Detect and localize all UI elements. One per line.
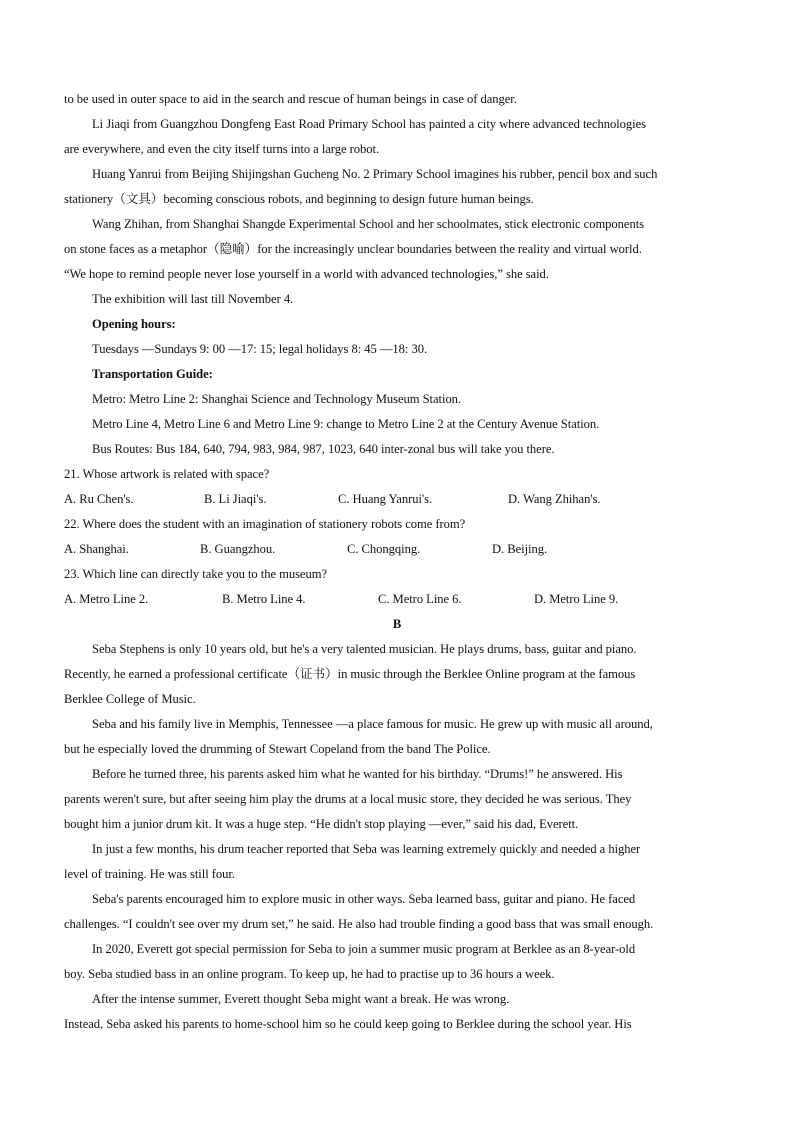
question-stem: 23. Which line can directly take you to the museum? [64, 567, 328, 581]
option-d: D. Metro Line 9. [534, 592, 619, 606]
passage-b-line: level of training. He was still four. [64, 867, 235, 881]
option-b: B. Metro Line 4. [222, 592, 306, 606]
transport-line: Metro: Metro Line 2: Shanghai Science and Technology Museum Station. [92, 392, 462, 406]
passage-b-line: Seba and his family live in Memphis, Tennessee —a place famous for music. He grew up with music all around, [92, 717, 653, 731]
option-a: A. Shanghai. [64, 542, 129, 556]
passage-b-line: Recently, he earned a professional certificate（证书）in music through the Berklee Online program at the famous [64, 667, 636, 681]
option-c: C. Metro Line 6. [378, 592, 462, 606]
passage-b-line: Instead, Seba asked his parents to home-school him so he could keep going to Berklee during the school year. His [64, 1017, 632, 1031]
passage-a-line: Li Jiaqi from Guangzhou Dongfeng East Road Primary School has painted a city where advanced technologies [92, 117, 647, 131]
passage-b-line: Seba's parents encouraged him to explore music in other ways. Seba learned bass, guitar and piano. He faced [92, 892, 636, 906]
option-b: B. Li Jiaqi's. [204, 492, 267, 506]
question-options [64, 590, 734, 608]
passage-a-line: The exhibition will last till November 4. [92, 292, 294, 306]
question-options [64, 540, 734, 558]
opening-hours-heading: Opening hours: [92, 317, 176, 331]
passage-a-line: on stone faces as a metaphor（隐喻）for the increasingly unclear boundaries between the reality and virtual world. [64, 242, 642, 256]
passage-a-line: Huang Yanrui from Beijing Shijingshan Gucheng No. 2 Primary School imagines his rubber, pencil box and such [92, 167, 658, 181]
question-stem: 22. Where does the student with an imagination of stationery robots come from? [64, 517, 466, 531]
passage-b-line: Berklee College of Music. [64, 692, 196, 706]
transport-line: Bus Routes: Bus 184, 640, 794, 983, 984, 987, 1023, 640 inter-zonal bus will take you there. [92, 442, 555, 456]
section-heading-b: B [392, 617, 402, 631]
passage-b-line: bought him a junior drum kit. It was a huge step. “He didn't stop playing —ever,” said his dad, Everett. [64, 817, 579, 831]
option-d: D. Wang Zhihan's. [508, 492, 601, 506]
option-c: C. Chongqing. [347, 542, 421, 556]
passage-a-line: “We hope to remind people never lose yourself in a world with advanced technologies,” she said. [64, 267, 549, 281]
passage-b-line: In 2020, Everett got special permission for Seba to join a summer music program at Berklee as an 8-year-old [92, 942, 636, 956]
opening-hours-text: Tuesdays —Sundays 9: 00 —17: 15; legal holidays 8: 45 —18: 30. [92, 342, 428, 356]
question-stem: 21. Whose artwork is related with space? [64, 467, 270, 481]
passage-a-line: stationery（文具）becoming conscious robots, and beginning to design future human beings. [64, 192, 534, 206]
passage-b-line: In just a few months, his drum teacher reported that Seba was learning extremely quickly and needed a higher [92, 842, 641, 856]
question-options [64, 490, 734, 508]
option-d: D. Beijing. [492, 542, 548, 556]
passage-a-line: Wang Zhihan, from Shanghai Shangde Experimental School and her schoolmates, stick electronic components [92, 217, 645, 231]
transport-line: Metro Line 4, Metro Line 6 and Metro Line 9: change to Metro Line 2 at the Century Avenue Station. [92, 417, 600, 431]
passage-a-line: to be used in outer space to aid in the search and rescue of human beings in case of danger. [64, 92, 517, 106]
passage-b-line: Before he turned three, his parents asked him what he wanted for his birthday. “Drums!” he answered. His [92, 767, 623, 781]
passage-b-line: but he especially loved the drumming of Stewart Copeland from the band The Police. [64, 742, 491, 756]
passage-b-line: Seba Stephens is only 10 years old, but he's a very talented musician. He plays drums, bass, guitar and piano. [92, 642, 637, 656]
passage-b-line: After the intense summer, Everett thought Seba might want a break. He was wrong. [92, 992, 510, 1006]
option-b: B. Guangzhou. [200, 542, 276, 556]
passage-a-line: are everywhere, and even the city itself turns into a large robot. [64, 142, 380, 156]
option-c: C. Huang Yanrui's. [338, 492, 433, 506]
option-a: A. Ru Chen's. [64, 492, 134, 506]
passage-b-line: parents weren't sure, but after seeing him play the drums at a local music store, they decided he was serious. They [64, 792, 632, 806]
option-a: A. Metro Line 2. [64, 592, 149, 606]
passage-b-line: boy. Seba studied bass in an online program. To keep up, he had to practise up to 36 hours a week. [64, 967, 555, 981]
passage-b-line: challenges. “I couldn't see over my drum set,” he said. He also had trouble finding a good bass that was small enough. [64, 917, 654, 931]
transport-heading: Transportation Guide: [92, 367, 213, 381]
